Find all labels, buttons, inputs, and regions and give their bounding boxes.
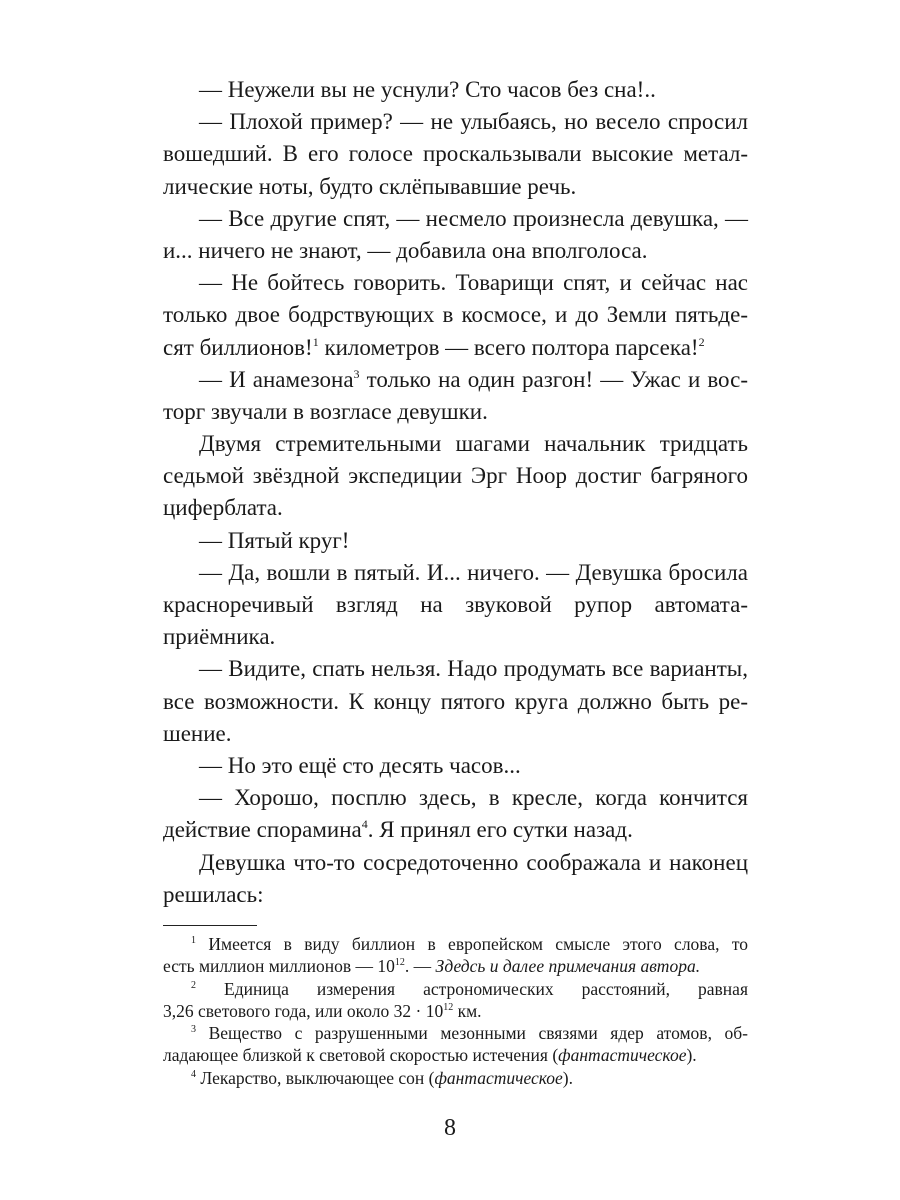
text-line: [163, 782, 748, 814]
text-line: [163, 138, 748, 170]
text-run: — Но это ещё сто десять часов...: [199, 752, 521, 778]
text-run: и... ничего не знают, — добавила она вполголоса.: [163, 237, 648, 263]
text-run: все возможности. К концу пятого круга должно быть ре-: [163, 688, 748, 714]
footnote-marker: 3: [353, 366, 360, 381]
text-run: км.: [453, 1000, 482, 1021]
text-run: — Неужели вы не уснули? Сто часов без сна!..: [199, 77, 656, 102]
text-line: [163, 460, 748, 492]
text-line: [163, 621, 748, 653]
footnotes: [163, 933, 748, 1089]
text-run: седьмой звёздной экспедиции Эрг Ноор достиг багряного: [163, 463, 748, 489]
footnote-marker: 4: [191, 1068, 196, 1080]
footnote-marker: 4: [361, 817, 368, 832]
text-run: вошедший. В его голосе проскальзывали высокие метал-: [163, 141, 748, 167]
text-run: циферблата.: [163, 495, 283, 521]
text-run: Вещество с разрушенными мезонными связями ядер атомов, об-: [196, 1023, 748, 1044]
text-line: [163, 653, 748, 685]
text-run: — И анамезона: [199, 366, 354, 392]
text-run: ладающее близкой к световой скоростью истечения (: [163, 1045, 559, 1066]
text-run: решилась:: [163, 881, 264, 907]
text-line: [163, 814, 748, 846]
text-line: [163, 332, 748, 364]
footnote-divider: [163, 925, 257, 926]
footnote-marker: 12: [443, 1001, 454, 1013]
text-run: . Я принял его сутки назад.: [367, 817, 633, 843]
footnote-line: [163, 1067, 748, 1089]
text-line: [163, 299, 748, 331]
text-run: . —: [404, 956, 436, 977]
text-line: [163, 106, 748, 138]
text-line: [163, 525, 748, 557]
text-line: [163, 267, 748, 299]
text-run: Двумя стремительными шагами начальник тридцать: [199, 431, 748, 457]
text-run: километров — всего полтора парсека!: [318, 334, 699, 360]
text-run: Единица измерения астрономических расстояний, равная: [196, 978, 748, 999]
italic-text: Здедсь и далее примечания автора.: [435, 956, 701, 977]
text-run: — Хорошо, посплю здесь, в кресле, когда кончится: [199, 785, 748, 811]
italic-text: фантастическое: [434, 1067, 563, 1088]
text-line: [163, 171, 748, 203]
text-run: действие спорамина: [163, 817, 362, 843]
footnote-line: [163, 933, 748, 955]
text-run: сят биллионов!: [163, 334, 313, 360]
text-line: [163, 364, 748, 396]
text-run: — Не бойтесь говорить. Товарищи спят, и сейчас нас: [199, 270, 748, 296]
text-line: [163, 589, 748, 621]
footnote-marker: 1: [191, 935, 196, 946]
text-run: Лекарство, выключающее сон (: [196, 1067, 435, 1088]
text-run: Имеется в виду биллион в европейском смысле этого слова, то: [196, 934, 748, 954]
text-run: есть миллион миллионов — 10: [163, 956, 395, 977]
text-run: шение.: [163, 720, 232, 746]
footnote-marker: 2: [698, 334, 705, 349]
footnote-marker: 1: [312, 334, 319, 349]
text-run: приёмника.: [163, 624, 276, 650]
text-line: [163, 203, 748, 235]
italic-text: фантастическое: [558, 1045, 687, 1066]
footnote-line: [163, 1022, 748, 1044]
text-run: торг звучали в возгласе девушки.: [163, 398, 488, 424]
text-line: [163, 74, 748, 106]
text-run: — Видите, спать нельзя. Надо продумать все варианты,: [199, 656, 748, 682]
page-number: 8: [444, 1115, 456, 1141]
text-line: [163, 235, 748, 267]
text-line: [163, 847, 748, 879]
text-line: [163, 718, 748, 750]
text-line: [163, 492, 748, 524]
text-run: лические ноты, будто склёпывавшие речь.: [163, 173, 577, 199]
text-run: — Пятый круг!: [199, 527, 350, 553]
text-run: только на один разгон! — Ужас и вос-: [359, 366, 748, 392]
text-line: [163, 428, 748, 460]
text-line: [163, 396, 748, 428]
text-run: 3,26 светового года, или около 32 · 10: [163, 1000, 444, 1021]
footnote-marker: 3: [191, 1024, 196, 1036]
footnote-line: [163, 955, 748, 977]
text-line: [163, 879, 748, 911]
text-line: [163, 750, 748, 782]
text-run: Девушка что-то сосредоточенно соображала и наконец: [199, 849, 748, 875]
text-run: красноречивый взгляд на звуковой рупор автомата-: [163, 592, 748, 617]
footnote-marker: 12: [394, 957, 405, 969]
text-line: [163, 686, 748, 718]
body-text: [163, 74, 748, 911]
text-run: — Все другие спят, — несмело произнесла девушка, —: [199, 205, 748, 231]
footnote-marker: 2: [191, 979, 196, 991]
text-run: только двое бодрствующих в космосе, и до Земли пятьде-: [163, 302, 748, 328]
text-run: — Да, вошли в пятый. И... ничего. — Девушка бросила: [199, 559, 748, 585]
text-run: ).: [686, 1045, 697, 1066]
text-run: — Плохой пример? — не улыбаясь, но весело спросил: [199, 109, 748, 135]
footnote-line: [163, 978, 748, 1000]
footnote-line: [163, 1044, 748, 1066]
text-line: [163, 557, 748, 589]
text-run: ).: [562, 1067, 573, 1088]
footnote-line: [163, 1000, 748, 1022]
